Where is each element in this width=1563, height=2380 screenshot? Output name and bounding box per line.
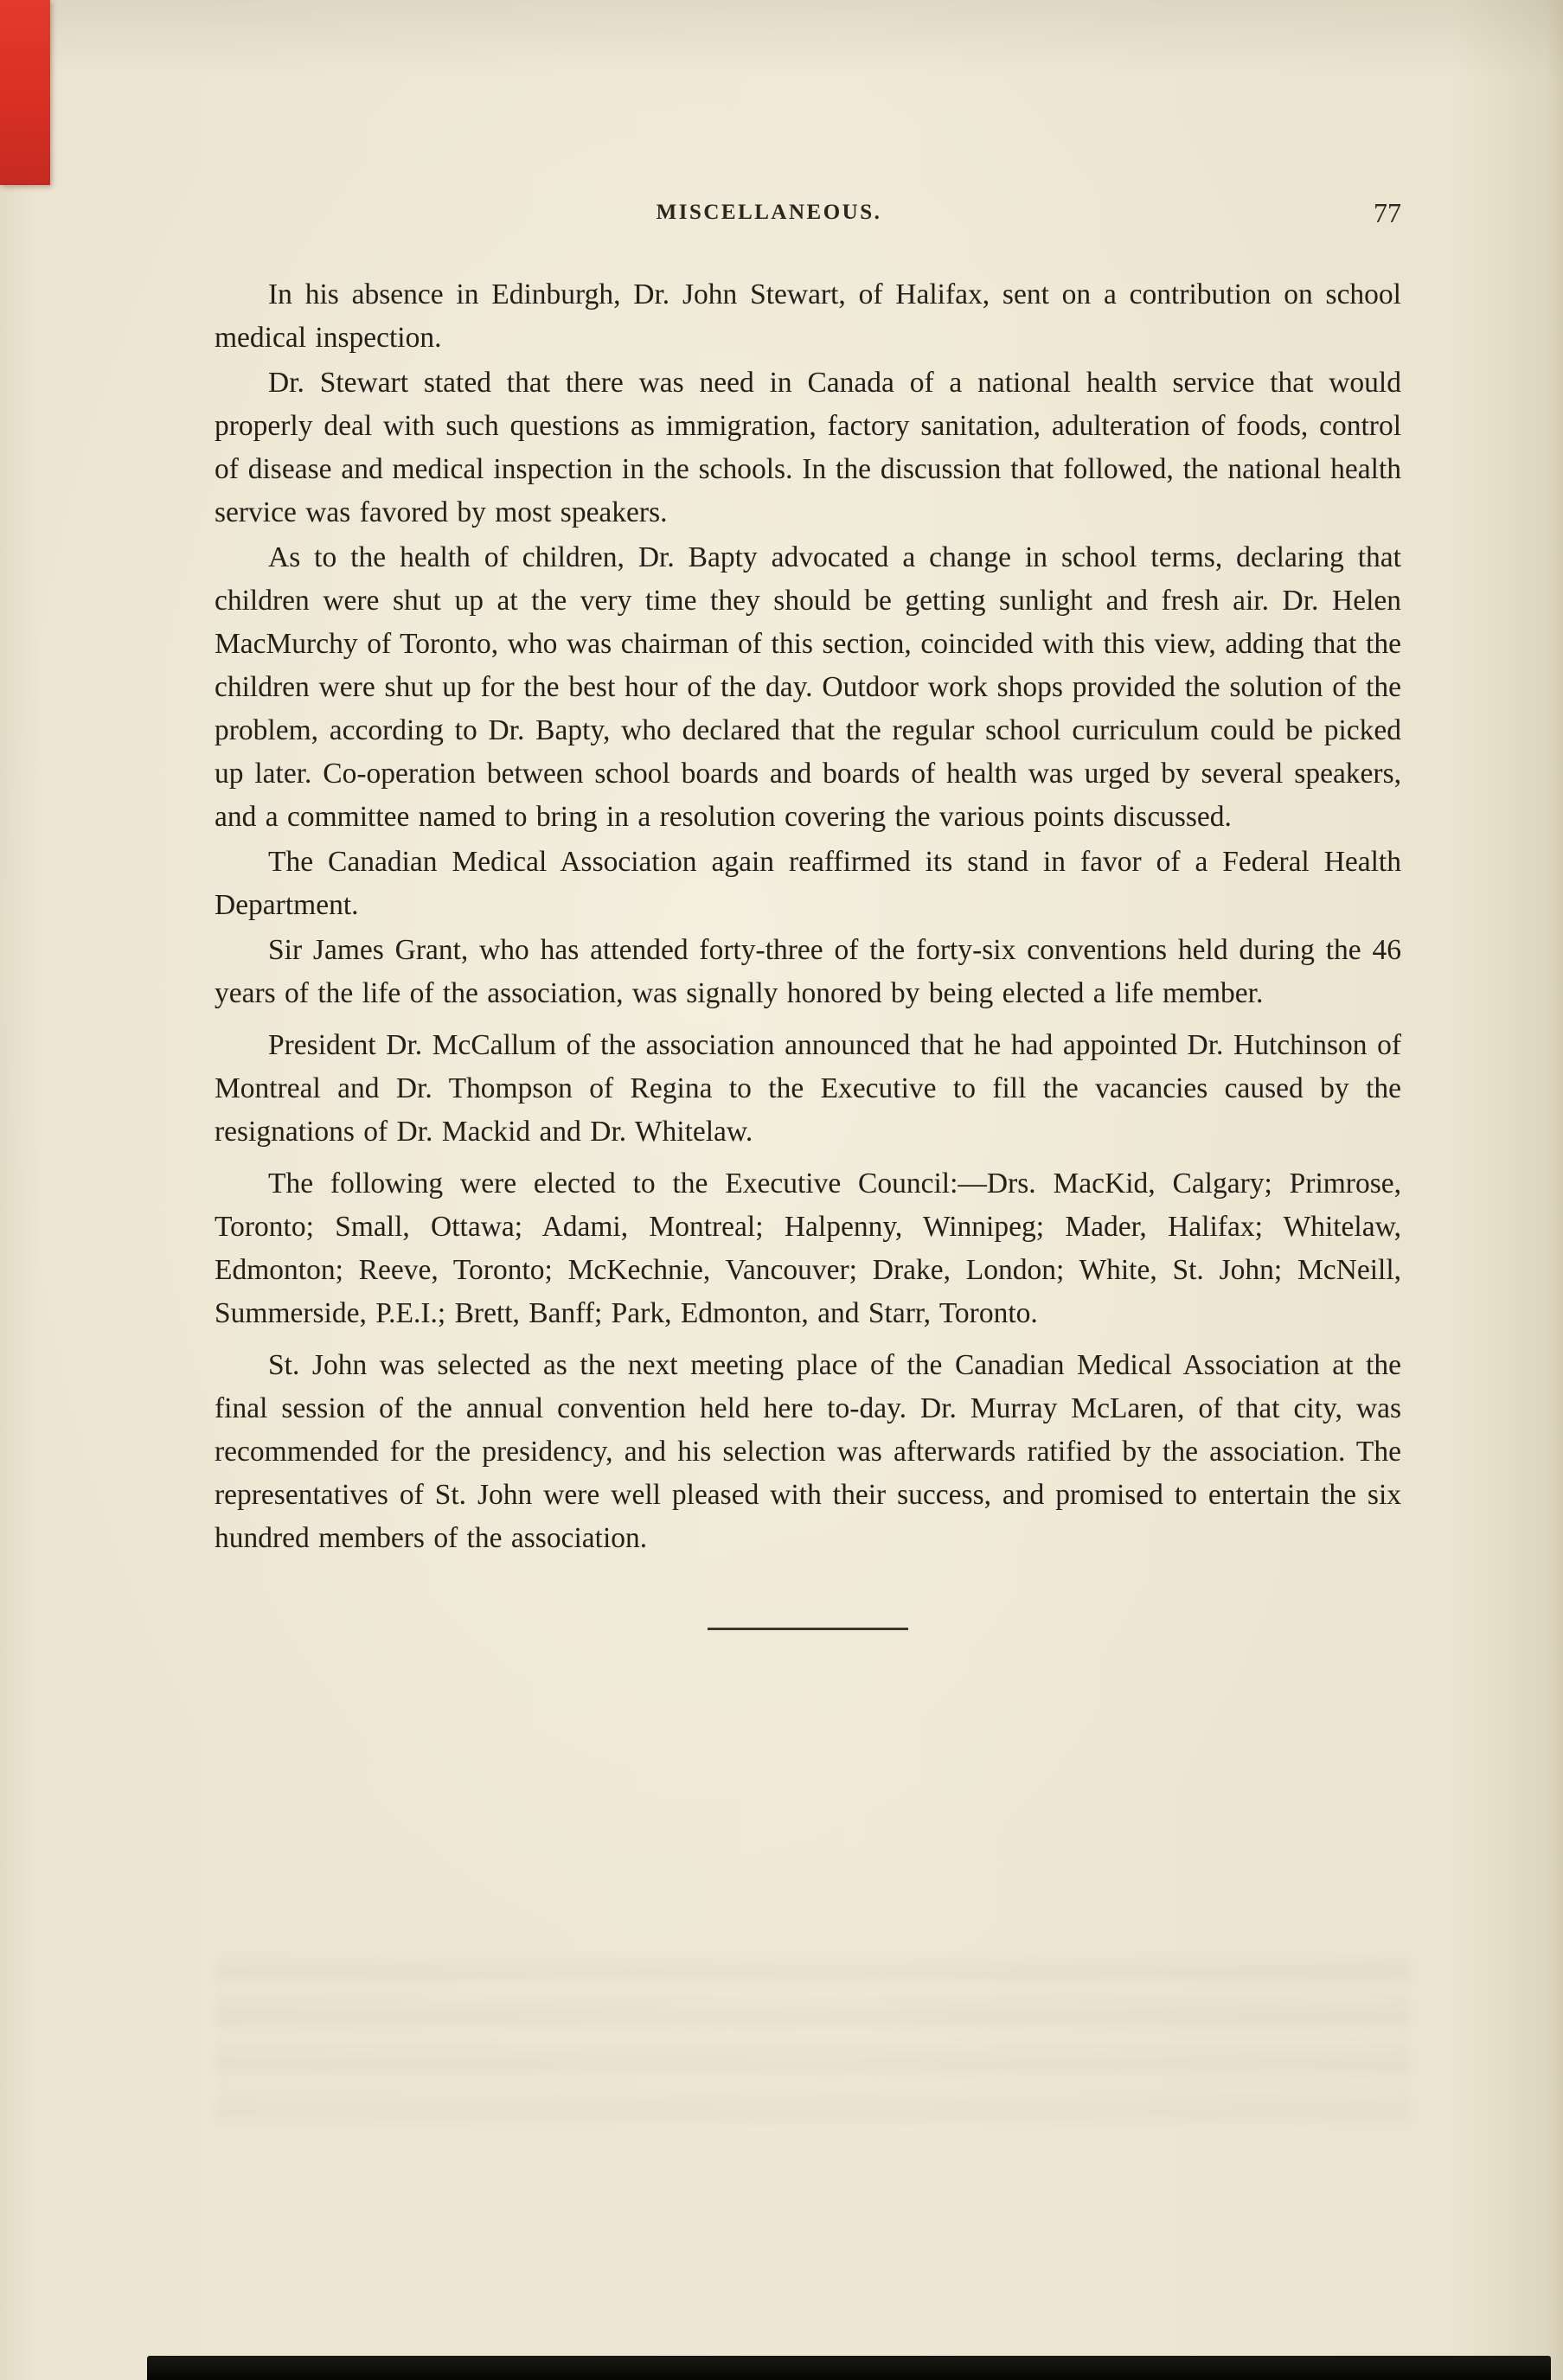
running-header: MISCELLANEOUS. bbox=[656, 201, 882, 224]
paragraph: Sir James Grant, who has attended forty-three of the forty-six conventions held during the 46 years of the life of the association, was signally honored by being elected a life member. bbox=[215, 934, 1401, 1009]
paragraph: President Dr. McCallum of the association announced that he had appointed Dr. Hutchinson of Montreal and Dr. Thompson of Regina to the Executive to fill the vacancies caused by the resignations of Dr. Mackid and Dr. Whitelaw. bbox=[215, 1029, 1401, 1148]
paragraph: The following were elected to the Executive Council:—Drs. MacKid, Calgary; Primrose, Toronto; Small, Ottawa; Adami, Montreal; Halpenny, Winnipeg; Mader, Halifax; Whitelaw, Edmonton; Reeve, Toronto; McKechnie, Vancouver; Drake, London; White, St. John; McNeill, Summerside, P.E.I.; Brett, Banff; Park, Edmonton, and Starr, Toronto. bbox=[215, 1168, 1401, 1329]
paragraph: The Canadian Medical Association again reaffirmed its stand in favor of a Federal Health Department. bbox=[215, 846, 1401, 921]
paragraph: As to the health of children, Dr. Bapty advocated a change in school terms, declaring that children were shut up at the very time they should be getting sunlight and fresh air. Dr. Helen MacMurchy of Toronto, who was chairman of this section, coincided with this view, adding that the children were shut up for the best hour of the day. Outdoor work shops provided the solution of the problem, according to Dr. Bapty, who declared that the regular school curriculum could be picked up later. Co-operation between school boards and boards of health was urged by several speakers, and a committee named to bring in a resolution covering the various points discussed. bbox=[215, 541, 1401, 833]
section-divider bbox=[708, 1628, 908, 1630]
page-header bbox=[215, 197, 1401, 239]
page-number: 77 bbox=[1374, 197, 1401, 228]
bottom-scan-bar bbox=[147, 2356, 1551, 2380]
paragraph: St. John was selected as the next meeting place of the Canadian Medical Association at the final session of the annual convention held here to-day. Dr. Murray McLaren, of that city, was recommended for the presidency, and his selection was afterwards ratified by the association. The representatives of St. John were well pleased with their success, and promised to entertain the six hundred members of the association. bbox=[215, 1349, 1401, 1554]
page-content bbox=[215, 197, 1401, 1630]
paragraph: Dr. Stewart stated that there was need in Canada of a national health service that would properly deal with such questions as immigration, factory sanitation, adulteration of foods, control of disease and medical inspection in the schools. In the discussion that followed, the national health service was favored by most speakers. bbox=[215, 367, 1401, 528]
paragraph: In his absence in Edinburgh, Dr. John Stewart, of Halifax, sent on a contribution on school medical inspection. bbox=[215, 278, 1401, 354]
red-edge-strip bbox=[0, 0, 50, 185]
bleed-through-artifact bbox=[216, 1950, 1410, 2149]
